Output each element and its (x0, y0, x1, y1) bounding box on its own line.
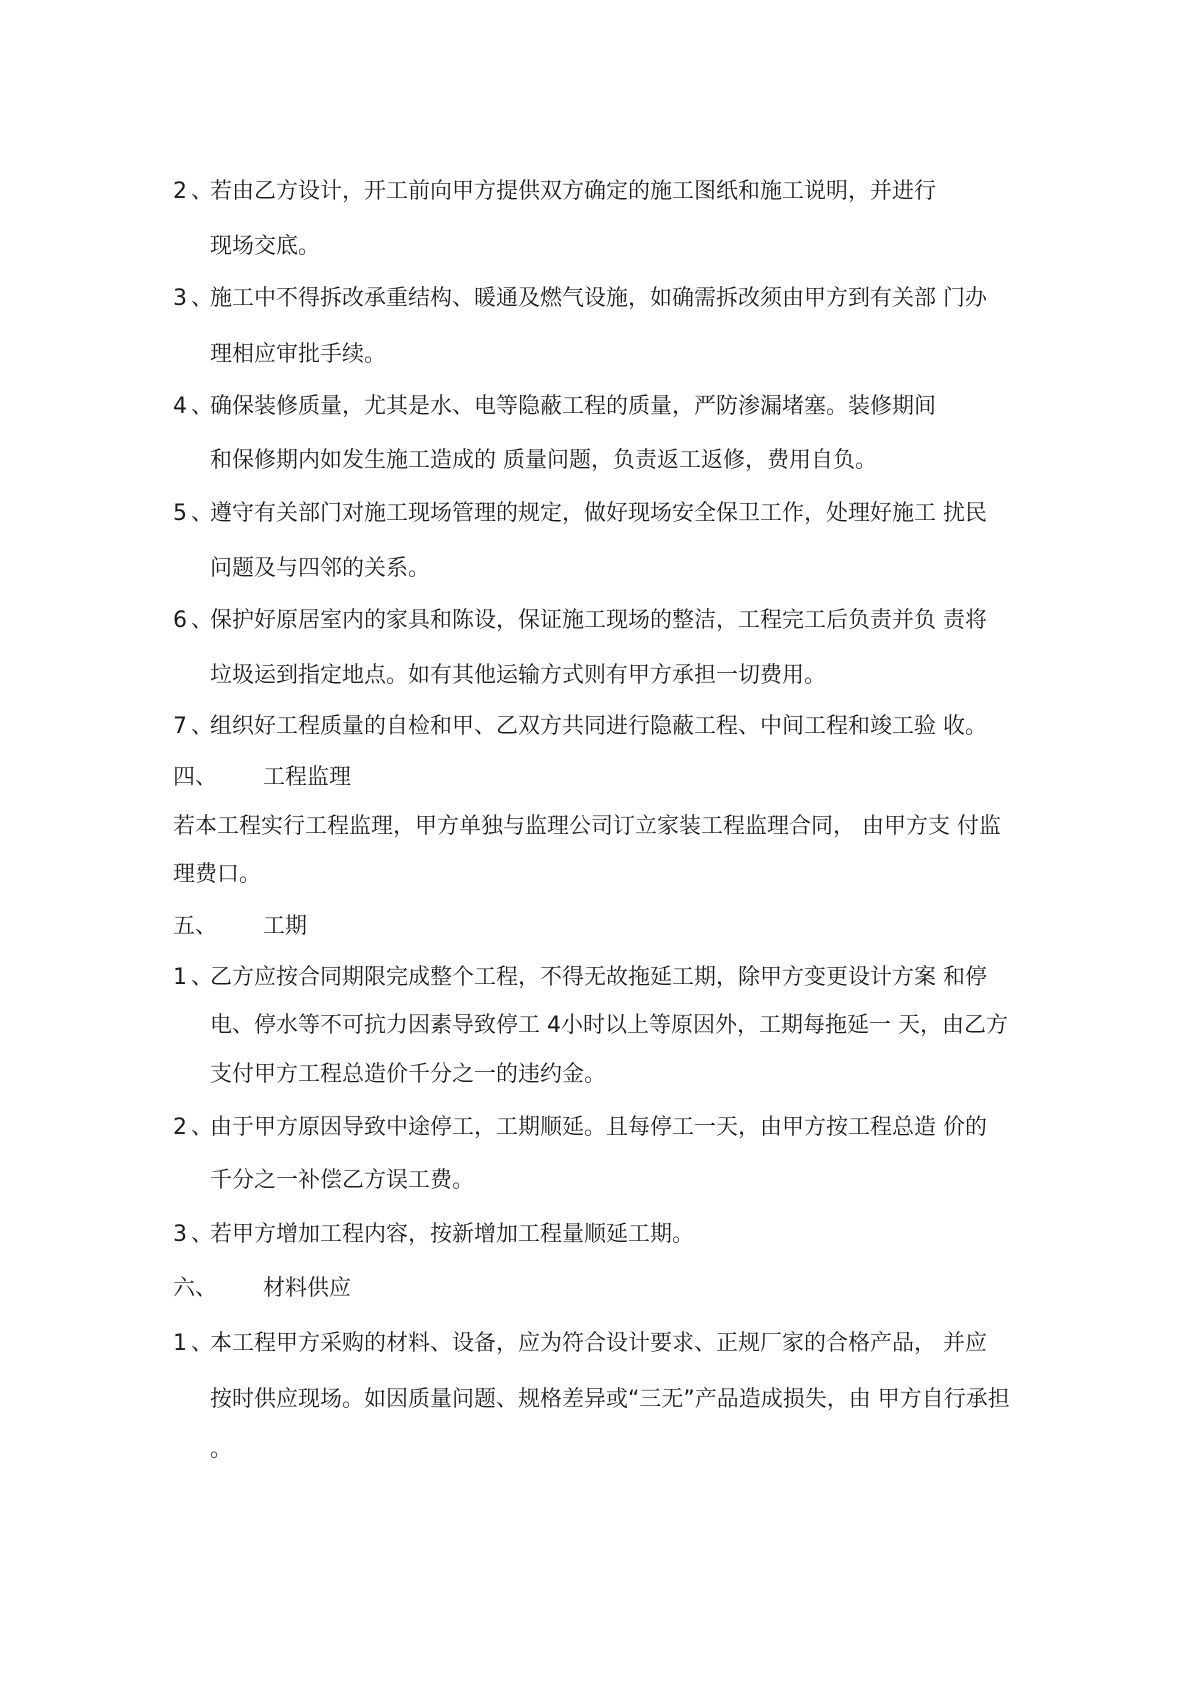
item-number: 6 (173, 608, 187, 633)
section-heading-title: 材料供应 (263, 1276, 352, 1301)
item-separator: 、 (191, 1115, 214, 1140)
item-text-line: 本工程甲方采购的材料、设备，应为符合设计要求、正规厂家的合格产品， 并应 (210, 1331, 987, 1356)
item-separator: 、 (191, 1222, 214, 1247)
item-text-line: 千分之一补偿乙方误工费。 (210, 1168, 475, 1193)
section-heading-title: 工程监理 (263, 765, 352, 790)
item-text-line: 由于甲方原因导致中途停工，工期顺延。且每停工一天，由甲方按工程总造 价的 (210, 1115, 987, 1140)
item-number: 5 (173, 501, 187, 526)
item-number: 3 (173, 286, 187, 311)
item-number: 2 (173, 1115, 187, 1140)
item-text-line: 确保装修质量，尤其是水、电等隐蔽工程的质量，严防渗漏堵塞。装修期间 (210, 394, 937, 419)
item-separator: 、 (191, 1331, 214, 1356)
item-text-line: 垃圾运到指定地点。如有其他运输方式则有甲方承担一切费用。 (210, 663, 827, 688)
item-text-line: 按时供应现场。如因质量问题、规格差异或“三无”产品造成损失，由 甲方自行承担 (210, 1387, 1010, 1412)
item-text-line: 遵守有关部门对施工现场管理的规定，做好现场安全保卫工作，处理好施工 扰民 (210, 501, 987, 526)
item-text-line: 电、停水等不可抗力因素导致停工 4小时以上等原因外，工期每拖延一 天，由乙方 (210, 1013, 1008, 1038)
item-number: 2 (173, 179, 187, 204)
paragraph-line: 若本工程实行工程监理，甲方单独与监理公司订立家装工程监理合同， 由甲方支 付监 (173, 814, 1001, 839)
item-text-line: 理相应审批手续。 (210, 342, 387, 367)
item-separator: 、 (191, 394, 214, 419)
item-text-line: 组织好工程质量的自检和甲、乙双方共同进行隐蔽工程、中间工程和竣工验 收。 (210, 714, 987, 739)
item-separator: 、 (191, 714, 214, 739)
item-text-line: 和保修期内如发生施工造成的 质量问题，负责返工返修，费用自负。 (210, 448, 877, 473)
item-separator: 、 (191, 179, 214, 204)
item-text-line: 支付甲方工程总造价千分之一的违约金。 (210, 1062, 607, 1087)
section-heading-number: 五、 (173, 914, 218, 939)
section-heading-number: 六、 (173, 1276, 218, 1301)
item-text-line: 。 (210, 1437, 233, 1462)
item-number: 4 (173, 394, 187, 419)
item-text-line: 保护好原居室内的家具和陈设，保证施工现场的整洁，工程完工后负责并负 责将 (210, 608, 987, 633)
paragraph-line: 理费口。 (173, 862, 262, 887)
item-text-line: 问题及与四邻的关系。 (210, 556, 431, 581)
item-number: 7 (173, 714, 187, 739)
item-text-line: 现场交底。 (210, 234, 321, 259)
item-number: 3 (173, 1222, 187, 1247)
item-separator: 、 (191, 608, 214, 633)
item-text-line: 若甲方增加工程内容，按新增加工程量顺延工期。 (210, 1222, 695, 1247)
item-separator: 、 (191, 965, 214, 990)
item-separator: 、 (191, 501, 214, 526)
item-number: 1 (173, 1331, 187, 1356)
item-number: 1 (173, 965, 187, 990)
item-text-line: 乙方应按合同期限完成整个工程，不得无故拖延工期，除甲方变更设计方案 和停 (210, 965, 987, 990)
item-text-line: 施工中不得拆改承重结构、暖通及燃气设施，如确需拆改须由甲方到有关部 门办 (210, 286, 987, 311)
item-separator: 、 (191, 286, 214, 311)
item-text-line: 若由乙方设计，开工前向甲方提供双方确定的施工图纸和施工说明，并进行 (210, 179, 937, 204)
section-heading-title: 工期 (263, 914, 308, 939)
section-heading-number: 四、 (173, 765, 218, 790)
